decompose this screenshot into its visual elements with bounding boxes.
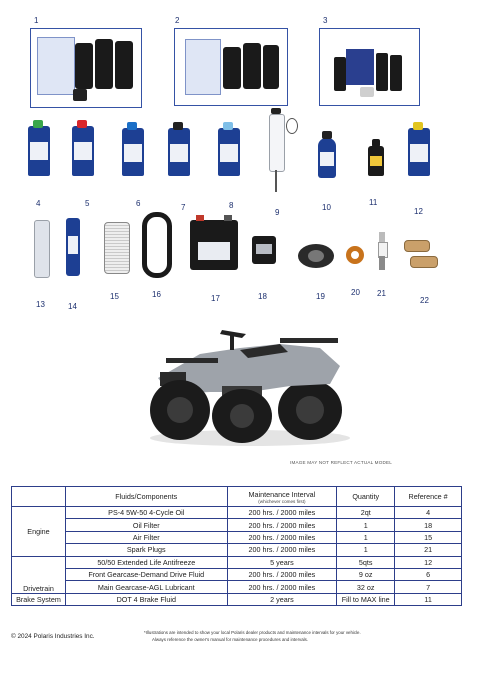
row-item: Spark Plugs	[65, 544, 227, 556]
battery-icon	[190, 220, 238, 270]
row-reference: 21	[395, 544, 462, 556]
kit-bottle	[95, 39, 113, 89]
gearcase-lubricant-bottle-icon	[168, 128, 190, 176]
drive-belt-icon	[142, 212, 172, 278]
row-reference: 15	[395, 531, 462, 543]
group-engine: Engine	[12, 507, 66, 557]
item-number-16: 16	[152, 290, 161, 299]
table-row	[12, 556, 462, 568]
row-interval: 200 hrs. / 2000 miles	[227, 519, 337, 531]
group-brake: Brake System	[12, 593, 66, 605]
row-interval: 200 hrs. / 2000 miles	[227, 544, 337, 556]
spark-plug-icon	[378, 232, 386, 272]
row-interval: 200 hrs. / 2000 miles	[227, 531, 337, 543]
table-row	[12, 581, 462, 593]
row-item: DOT 4 Brake Fluid	[65, 593, 227, 605]
item-number-9: 9	[275, 208, 280, 217]
footnote-line-1: *Illustrations are intended to show your local Polaris dealer products and maintenance intervals for your vehicle.	[144, 630, 361, 635]
table-row	[12, 507, 462, 519]
fluid-bottle-icon	[218, 128, 240, 176]
row-item: PS-4 5W-50 4-Cycle Oil	[65, 507, 227, 519]
row-item: Oil Filter	[65, 519, 227, 531]
maintenance-kit-3	[319, 28, 420, 106]
kit-bottle	[75, 43, 93, 89]
antifreeze-bottle-icon	[408, 128, 430, 176]
gearcase-fluid-bottle-icon	[122, 128, 144, 176]
item-number-11: 11	[369, 198, 378, 207]
oil-change-kit-1	[30, 28, 142, 108]
row-quantity: 5qts	[337, 556, 395, 568]
kit-filter	[73, 89, 87, 101]
table-row	[12, 544, 462, 556]
table-row	[12, 568, 462, 580]
row-quantity: Fill to MAX line	[337, 593, 395, 605]
row-interval: 2 years	[227, 593, 337, 605]
row-reference: 12	[395, 556, 462, 568]
row-quantity: 1	[337, 531, 395, 543]
row-reference: 4	[395, 507, 462, 519]
kit-bottle	[334, 57, 346, 91]
footnote-line-2: Always reference the owner's manual for maintenance procedures and intervals.	[152, 637, 309, 642]
brake-fluid-bottle-icon	[318, 138, 336, 178]
item-number-18: 18	[258, 292, 267, 301]
atv-image	[130, 300, 360, 450]
fluid-pump-icon	[266, 108, 300, 192]
maintenance-table	[11, 486, 462, 606]
item-number-2: 2	[175, 16, 180, 25]
row-item: 50/50 Extended Life Antifreeze	[65, 556, 227, 568]
oil-bottle-icon	[72, 126, 94, 176]
item-number-22: 22	[420, 296, 429, 305]
kit-bottle	[243, 43, 261, 89]
item-number-17: 17	[211, 294, 220, 303]
item-number-21: 21	[377, 289, 386, 298]
header-fluids: Fluids/Components	[65, 487, 227, 507]
item-number-12: 12	[414, 207, 423, 216]
table-corner-cell	[12, 487, 66, 507]
group-drivetrain: Drivetrain	[12, 556, 66, 593]
grease-tube-icon	[66, 218, 80, 276]
row-quantity: 32 oz	[337, 581, 395, 593]
kit-bottle	[390, 55, 402, 91]
row-quantity: 1	[337, 544, 395, 556]
item-number-10: 10	[322, 203, 331, 212]
row-quantity: 1	[337, 519, 395, 531]
kit-bottle	[223, 47, 241, 89]
kit-package	[185, 39, 221, 95]
item-number-3: 3	[323, 16, 328, 25]
row-reference: 7	[395, 581, 462, 593]
item-number-8: 8	[229, 201, 234, 210]
item-number-6: 6	[136, 199, 141, 208]
clutch-component-icon	[298, 244, 334, 268]
item-number-13: 13	[36, 300, 45, 309]
item-number-4: 4	[36, 199, 41, 208]
table-row	[12, 593, 462, 605]
kit-package	[37, 37, 75, 95]
row-quantity: 9 oz	[337, 568, 395, 580]
copyright: © 2024 Polaris Industries Inc.	[11, 633, 95, 640]
header-reference: Reference #	[395, 487, 462, 507]
oil-filter-icon	[252, 236, 276, 264]
kit-bottle	[115, 41, 133, 89]
seal-ring-icon	[346, 246, 364, 264]
item-number-20: 20	[351, 288, 360, 297]
table-header-row	[12, 487, 462, 507]
item-number-14: 14	[68, 302, 77, 311]
air-filter-icon	[104, 222, 130, 274]
brake-pads-icon	[404, 240, 444, 270]
header-interval-sub: (whichever comes first)	[258, 498, 306, 504]
header-quantity: Quantity	[337, 487, 395, 507]
table-row	[12, 531, 462, 543]
oil-change-kit-2	[174, 28, 288, 106]
grease-tube-icon	[34, 220, 50, 278]
item-number-5: 5	[85, 199, 90, 208]
row-item: Front Gearcase-Demand Drive Fluid	[65, 568, 227, 580]
dot4-brake-fluid-bottle-icon	[368, 146, 384, 176]
item-number-1: 1	[34, 16, 39, 25]
header-interval	[227, 487, 337, 507]
row-reference: 11	[395, 593, 462, 605]
row-item: Air Filter	[65, 531, 227, 543]
kit-filter	[360, 87, 374, 97]
table-row	[12, 519, 462, 531]
row-interval: 5 years	[227, 556, 337, 568]
row-reference: 6	[395, 568, 462, 580]
oil-bottle-icon	[28, 126, 50, 176]
row-interval: 200 hrs. / 2000 miles	[227, 568, 337, 580]
kit-package	[346, 49, 374, 85]
row-quantity: 2qt	[337, 507, 395, 519]
image-caption: IMAGE MAY NOT REFLECT ACTUAL MODEL	[290, 460, 393, 465]
row-reference: 18	[395, 519, 462, 531]
row-item: Main Gearcase-AGL Lubricant	[65, 581, 227, 593]
row-interval: 200 hrs. / 2000 miles	[227, 581, 337, 593]
row-interval: 200 hrs. / 2000 miles	[227, 507, 337, 519]
kit-bottle	[376, 53, 388, 91]
item-number-19: 19	[316, 292, 325, 301]
header-interval-label: Maintenance Interval	[248, 489, 316, 499]
item-number-7: 7	[181, 203, 186, 212]
kit-bottle	[263, 45, 279, 89]
item-number-15: 15	[110, 292, 119, 301]
